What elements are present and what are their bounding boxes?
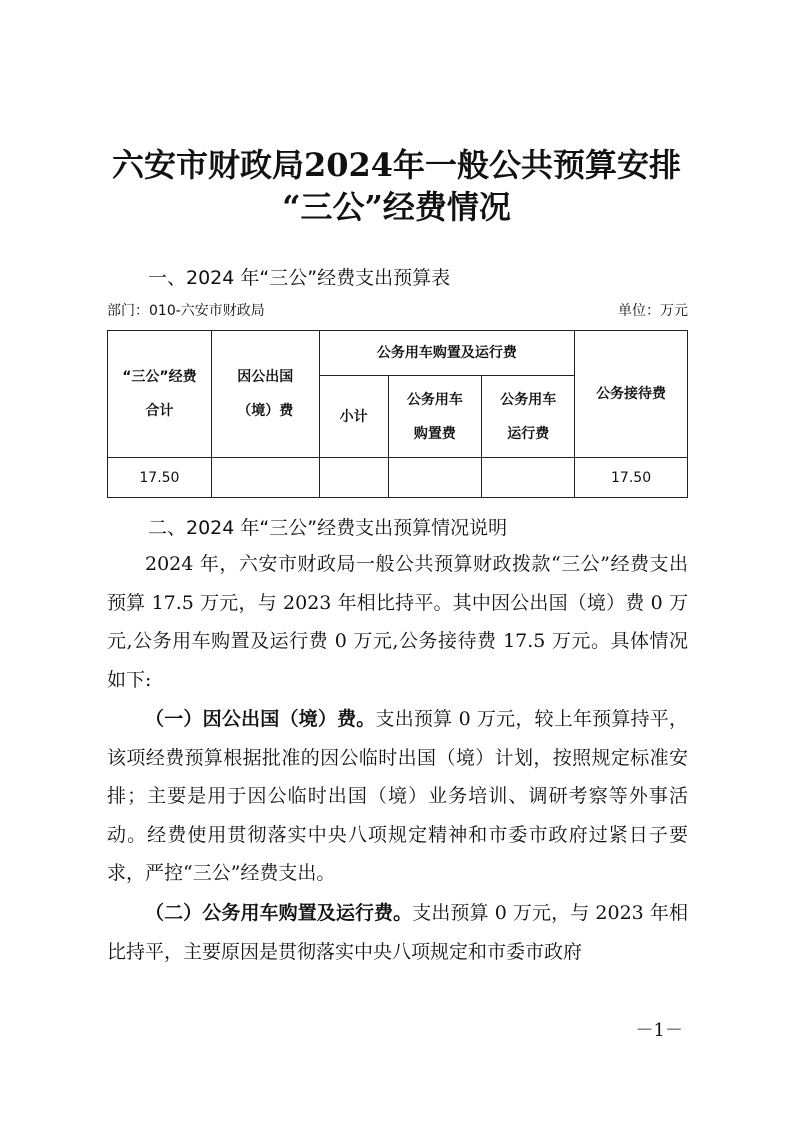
section1-heading: 一、2024 年“三公”经费支出预算表 bbox=[148, 267, 451, 289]
header-total bbox=[108, 331, 212, 458]
header-abroad-line1: 因公出国 bbox=[237, 369, 294, 385]
header-operation bbox=[482, 376, 575, 458]
document-title-line2: “三公”经费情况 bbox=[282, 188, 511, 226]
header-total-line2: 合计 bbox=[145, 403, 174, 419]
section2-heading: 二、2024 年“三公”经费支出预算情况说明 bbox=[148, 517, 508, 539]
cell-total: 17.50 bbox=[108, 458, 212, 498]
header-abroad bbox=[211, 331, 319, 458]
header-operation-line2: 运行费 bbox=[507, 425, 550, 442]
page-number: －1－ bbox=[635, 1020, 683, 1041]
header-reception: 公务接待费 bbox=[575, 331, 688, 458]
paragraph-2 bbox=[107, 700, 688, 893]
cell-abroad bbox=[211, 458, 319, 498]
paragraph-3-lead: （二）公务用车购置及运行费。 bbox=[145, 902, 413, 924]
cell-subtotal bbox=[319, 458, 388, 498]
paragraph-1 bbox=[107, 545, 688, 699]
paragraph-2-lead: （一）因公出国（境）费。 bbox=[145, 708, 376, 730]
paragraph-2-body: 支出预算 0 万元，较上年预算持平，该项经费预算根据批准的因公临时出国（境）计划，按照规定标准安排；主要是用于因公临时出国（境）业务培训、调研考察等外事活动。经费使用贯彻落实中央八项规定精神和市委市政府过紧日子要求，严控“三公”经费支出。 bbox=[107, 708, 688, 884]
table-row bbox=[108, 458, 688, 498]
header-purchase-line2: 购置费 bbox=[413, 425, 456, 442]
paragraph-1-text: 2024 年，六安市财政局一般公共预算财政拨款“三公”经费支出预算 17.5 万元，与 2023 年相比持平。其中因公出国（境）费 0 万元,公务用车购置及运行费 0 万元,公务接待费 17.5 万元。具体情况如下: bbox=[107, 553, 688, 691]
cell-reception: 17.50 bbox=[575, 458, 688, 498]
header-purchase-line1: 公务用车 bbox=[406, 391, 463, 408]
document-title-line1: 六安市财政局2024年一般公共预算安排 bbox=[111, 146, 682, 184]
cell-purchase bbox=[388, 458, 482, 498]
department-label: 部门：010-六安市财政局 bbox=[107, 303, 265, 319]
header-vehicle-group: 公务用车购置及运行费 bbox=[319, 331, 574, 376]
paragraph-3-body: 支出预算 0 万元，与 2023 年相比持平，主要原因是贯彻落实中央八项规定和市委市政府 bbox=[107, 902, 688, 963]
header-operation-line1: 公务用车 bbox=[500, 391, 557, 408]
paragraph-3 bbox=[107, 894, 688, 971]
unit-label: 单位：万元 bbox=[618, 303, 688, 319]
header-total-line1: “三公”经费 bbox=[122, 369, 197, 385]
budget-table bbox=[107, 330, 688, 498]
header-purchase bbox=[388, 376, 482, 458]
header-abroad-line2: （境）费 bbox=[237, 403, 294, 419]
cell-operation bbox=[482, 458, 575, 498]
header-subtotal: 小计 bbox=[319, 376, 388, 458]
